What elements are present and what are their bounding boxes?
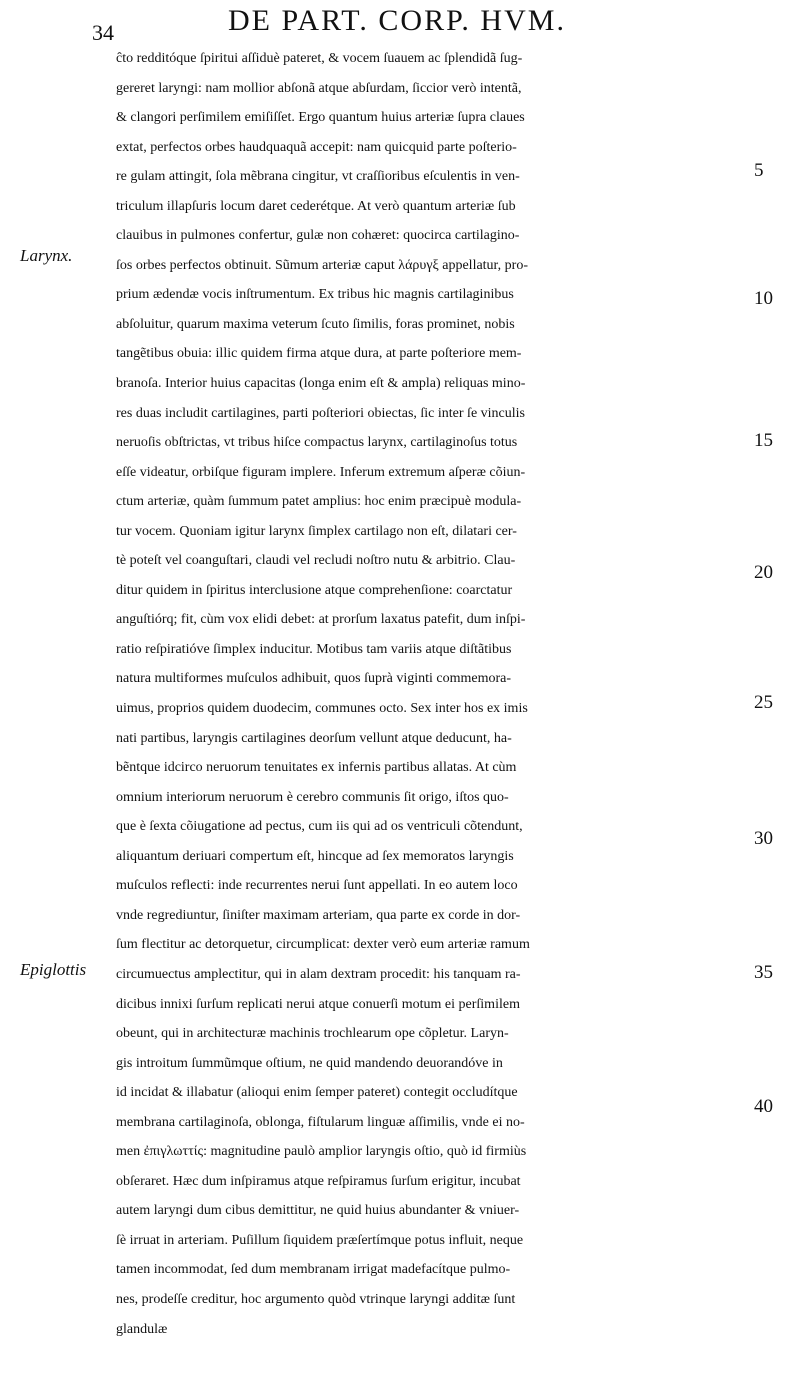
text-line: ratio reſpiratióve ſimplex inducitur. Motibus tam variis atque diſtãtibus (116, 641, 512, 657)
line-number: 10 (754, 288, 773, 309)
text-line: ĉto redditóque ſpiritui aſſiduè pateret, & vocem ſuauem ac ſplendidã ſug- (116, 51, 523, 66)
text-line: gis introitum ſummũmque oſtium, ne quid mandendo deuorandóve in (116, 1055, 503, 1071)
text-line: re gulam attingit, ſola mẽbrana cingitur, vt craſſioribus eſculentis in ven- (116, 169, 520, 185)
line-number: 30 (754, 828, 773, 849)
text-line: branoſa. Interior huius capacitas (longa enim eſt & ampla) reliquas mino- (116, 376, 526, 392)
text-line: ſos orbes perfectos obtinuit. Sũmum arteriæ caput λάρυγξ appellatur, pro- (116, 257, 528, 273)
text-line: & clangori perſimilem emiſiſſet. Ergo quantum huius arteriæ ſupra claues (116, 110, 525, 126)
text-line: dicibus innixi ſurſum replicati nerui atque conuerſi motum ei perſimilem (116, 996, 520, 1012)
text-body (116, 44, 756, 1374)
text-line: aliquantum deriuari compertum eſt, hincque ad ſex memoratos laryngis (116, 848, 514, 864)
line-number: 20 (754, 562, 773, 583)
text-line: obſeraret. Hæc dum inſpiramus atque reſpiramus ſurſum erigitur, incubat (116, 1173, 521, 1189)
line-number: 5 (754, 160, 764, 181)
margin-note-larynx: Larynx. (20, 246, 73, 265)
text-line: ſè irruat in arteriam. Puſillum ſiquidem præſertímque potus influit, neque (116, 1232, 524, 1248)
text-line: ctum arteriæ, quàm ſummum patet amplius: hoc enim præcipuè modula- (116, 494, 522, 510)
text-line: autem laryngi dum cibus demittitur, ne quid huius abundanter & vniuer- (116, 1203, 520, 1219)
text-line: ditur quidem in ſpiritus interclusione atque comprehenſione: coarctatur (116, 582, 513, 598)
line-number: 25 (754, 692, 773, 713)
text-line: tè poteſt vel coanguſtari, claudi vel recludi noſtro nutu & arbitrio. Clau- (116, 553, 516, 569)
text-line: anguſtiórq; fit, cùm vox elidi debet: at prorſum laxatus patefit, dum inſpi- (116, 612, 526, 628)
text-line: natura multiformes muſculos adhibuit, quos ſuprà viginti commemora- (116, 671, 512, 687)
text-line: men ἐπιγλωττίς: magnitudine paulò amplior laryngis oſtio, quò id firmiùs (116, 1144, 527, 1160)
text-line: abſoluitur, quarum maxima veterum ſcuto ſimilis, foras prominet, nobis (116, 316, 515, 332)
text-line: neruoſis obſtrictas, vt tribus hiſce compactus larynx, cartilaginoſus totus (116, 435, 518, 451)
page-number: 34 (92, 20, 114, 45)
text-line: clauibus in pulmones confertur, gulæ non cohæret: quocirca cartilagino- (116, 228, 520, 244)
text-line: bẽntque idcirco neruorum tenuitates ex infernis partibus allatas. At cùm (116, 760, 517, 776)
margin-note-epiglottis: Epiglottis (20, 960, 87, 979)
text-line: membrana cartilaginoſa, oblonga, fiſtularum linguæ aſſimilis, vnde ei no- (116, 1114, 525, 1130)
text-line: nes, prodeſſe creditur, hoc argumento quòd vtrinque laryngi additæ ſunt (116, 1291, 516, 1307)
text-line: vnde regrediuntur, ſiniſter maximam arteriam, qua parte ex corde in dor- (116, 907, 521, 923)
text-line: id incidat & illabatur (alioqui enim ſemper pateret) contegit occludítque (116, 1085, 518, 1101)
text-line: tur vocem. Quoniam igitur larynx ſimplex cartilago non eſt, dilatari cer- (116, 523, 517, 539)
text-line: gereret laryngi: nam mollior abſonã atque abſurdam, ſiccior verò intentã, (116, 80, 522, 96)
text-line: uimus, proprios quidem duodecim, communes octo. Sex inter hos ex imis (116, 701, 528, 717)
text-line: prium ædendæ vocis inſtrumentum. Ex tribus hic magnis cartilaginibus (116, 287, 514, 303)
text-line: muſculos reflecti: inde recurrentes nerui ſunt appellati. In eo autem loco (116, 878, 518, 894)
line-number: 35 (754, 962, 773, 983)
text-line: circumuectus amplectitur, qui in alam dextram procedit: his tanquam ra- (116, 966, 521, 982)
text-line: extat, perfectos orbes haudquaquã accepit: nam quicquid parte poſterio- (116, 139, 517, 155)
text-line: ſum flectitur ac detorquetur, circumplicat: dexter verò eum arteriæ ramum (116, 937, 530, 953)
line-number: 15 (754, 430, 773, 451)
text-line: que è ſexta cõiugatione ad pectus, cum iis qui ad os ventriculi cõtendunt, (116, 819, 523, 835)
running-title: DE PART. CORP. HVM. (228, 4, 566, 37)
text-line: obeunt, qui in architecturæ machinis trochlearum ope cõpletur. Laryn- (116, 1026, 509, 1042)
text-line: res duas includit cartilagines, parti poſteriori obiectas, ſic inter ſe vinculis (116, 405, 525, 421)
text-line: glandulæ (116, 1321, 168, 1337)
text-line: tangẽtibus obuia: illic quidem firma atque dura, at parte poſteriore mem- (116, 346, 522, 362)
line-number: 40 (754, 1096, 773, 1117)
text-line: eſſe videatur, orbiſque figuram implere. Inferum extremum aſperæ cõiun- (116, 464, 526, 480)
text-line: tamen incommodat, ſed dum membranam irrigat madefacítque pulmo- (116, 1262, 511, 1278)
text-line: triculum illapſuris locum daret cederétque. At verò quantum arteriæ ſub (116, 198, 516, 214)
text-line: omnium interiorum neruorum è cerebro communis ſit origo, iſtos quo- (116, 789, 509, 805)
catchword (116, 1344, 756, 1374)
text-line: nati partibus, laryngis cartilagines deorſum vellunt atque deducunt, ha- (116, 730, 512, 746)
